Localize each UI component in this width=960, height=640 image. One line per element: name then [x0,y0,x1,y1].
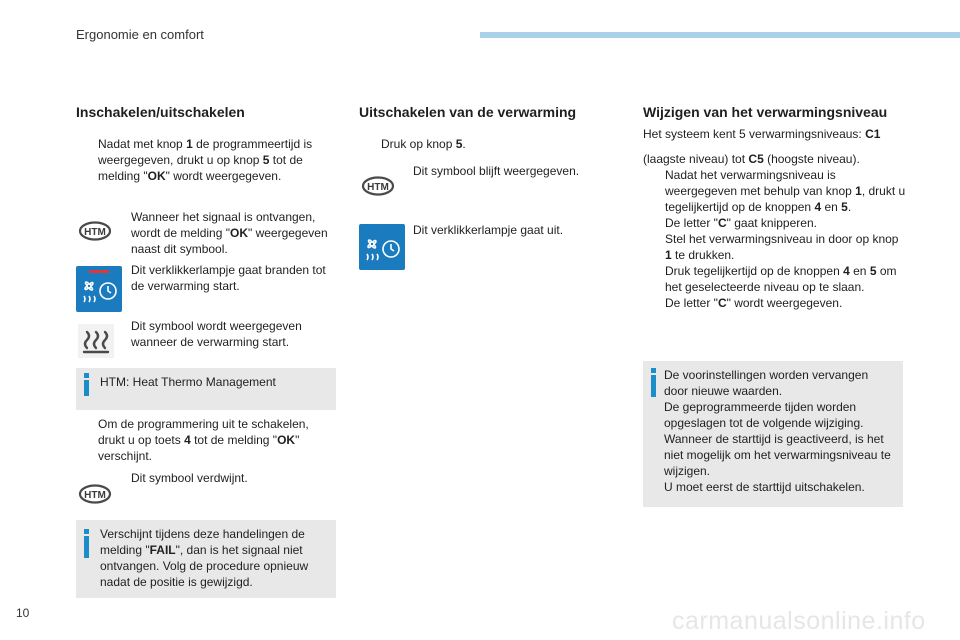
info-note: De voorinstellingen worden vervangen door nieuwe waarden. De geprogrammeerde tijden worden opgeslagen tot de volgende wijziging. Wanneer de starttijd is geactiveerd, is het niet mogelijk om het verwarmingsniveau te wijzigen. U moet eerst de starttijd uitschakelen. [643,361,903,507]
lamp-text: Dit verklikkerlampje gaat branden tot de verwarming start. [131,263,326,293]
info-icon [651,375,656,397]
section-title-uitschakelen: Uitschakelen van de verwarming [359,104,577,120]
info-note: Verschijnt tijdens deze handelingen de melding "FAIL", dan is het signaal niet ontvangen. Volg de procedure opnieuw nadat de positie is gewijzigd. [76,520,336,598]
chapter-title: Ergonomie en comfort [76,27,204,42]
disappear-text: Dit symbool verdwijnt. [131,471,248,485]
heat-text: Dit symbool wordt weergegeven wanneer de verwarming start. [131,319,302,349]
bullet-item: Nadat met knop 1 de programmeertijd is weergegeven, drukt u op knop 5 tot de melding "OK" wordt weergegeven. [98,137,313,183]
bullet-item: Om de programmering uit te schakelen, drukt u op toets 4 tot de melding "OK" verschijnt. [98,417,309,463]
info-note: HTM: Heat Thermo Management [76,368,336,410]
info-icon [84,536,89,558]
heater-lamp-icon [76,266,122,312]
htm-icon [78,214,112,248]
svg-text:HTM: HTM [84,227,106,238]
section-title-inschakelen: Inschakelen/uitschakelen [76,104,245,120]
htm-icon [78,477,112,511]
lamp-off-text: Dit verklikkerlampje gaat uit. [413,223,564,237]
intro-text-2: (laagste niveau) tot C5 (hoogste niveau). [643,152,860,166]
svg-text:HTM: HTM [84,490,106,501]
page-number: 10 [16,606,30,620]
intro-text: Het systeem kent 5 verwarmingsniveaus: C1 [643,127,881,141]
heat-waves-icon [78,324,114,358]
section-title-wijzigen: Wijzigen van het verwarmingsniveau [643,104,888,120]
step-item: Nadat het verwarmingsniveau is weergegeven met behulp van knop 1, drukt u tegelijkertijd op de knoppen 4 en 5. De letter "C" gaat knipperen. [665,168,906,230]
bullet-item: Druk op knop 5. [381,137,466,151]
header-bar [480,32,960,38]
signal-text: Wanneer het signaal is ontvangen, wordt de melding "OK" weergegeven naast dit symbool. [131,210,328,256]
svg-text:HTM: HTM [367,182,389,193]
step-item: Stel het verwarmingsniveau in door op knop 1 te drukken. [665,232,899,262]
heater-lamp-icon [359,224,405,270]
info-icon [84,380,89,396]
symbol-text: Dit symbool blijft weergegeven. [413,164,580,178]
step-item: Druk tegelijkertijd op de knoppen 4 en 5 om het geselecteerde niveau op te slaan. De letter "C" wordt weergegeven. [665,264,897,310]
watermark: carmanualsonline.info [672,607,926,635]
htm-icon [361,169,395,203]
